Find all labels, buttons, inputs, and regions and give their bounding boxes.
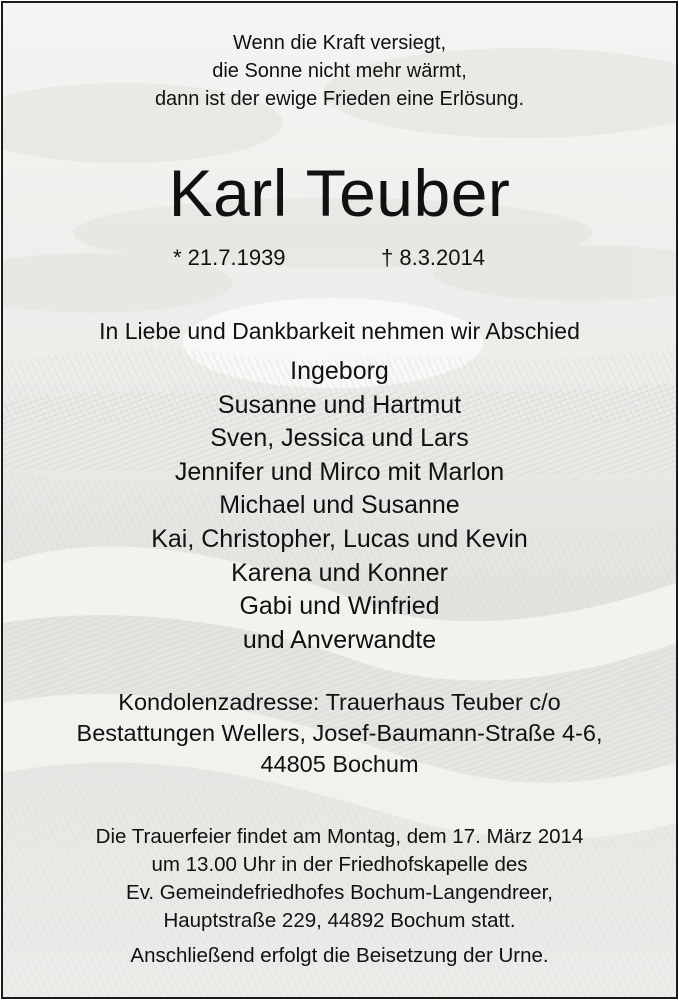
verse — [3, 29, 676, 113]
address-line: Kondolenzadresse: Trauerhaus Teuber c/o — [118, 689, 561, 715]
deceased-name: Karl Teuber — [168, 156, 511, 230]
condolence-address — [3, 687, 676, 780]
verse-line: dann ist der ewige Frieden eine Erlösung. — [154, 88, 525, 110]
mourner-entry: Kai, Christopher, Lucas und Kevin — [151, 524, 528, 553]
verse-line: Wenn die Kraft versiegt, — [232, 32, 447, 54]
mourner-entry: Gabi und Winfried — [239, 592, 440, 621]
mourner-entry: und Anverwandte — [242, 625, 437, 654]
mourner-entry: Susanne und Hartmut — [217, 390, 462, 419]
mourner-entry: Karena und Konner — [231, 558, 448, 587]
farewell-intro: In Liebe und Dankbarkeit nehmen wir Abschied — [99, 318, 580, 344]
mourners-list — [3, 355, 676, 657]
service-line: um 13.00 Uhr in der Friedhofskapelle des — [151, 853, 528, 876]
service-line: Die Trauerfeier findet am Montag, dem 17. März 2014 — [95, 825, 584, 848]
service-line: Hauptstraße 229, 44892 Bochum statt. — [163, 909, 516, 932]
mourner-entry: Ingeborg — [290, 357, 389, 385]
obituary-card — [1, 1, 678, 999]
service-line: Ev. Gemeindefriedhofes Bochum-Langendreer, — [126, 881, 553, 904]
funeral-service-info — [3, 823, 676, 935]
mourner-entry: Michael und Susanne — [219, 491, 460, 520]
death-date: † 8.3.2014 — [381, 245, 485, 270]
burial-note: Anschließend erfolgt die Beisetzung der Urne. — [130, 944, 549, 967]
mourner-entry: Jennifer und Mirco mit Marlon — [174, 457, 505, 486]
address-line: 44805 Bochum — [260, 751, 419, 777]
address-line: Bestattungen Wellers, Josef-Baumann-Straße 4-6, — [76, 720, 603, 746]
verse-line: die Sonne nicht mehr wärmt, — [212, 60, 467, 82]
birth-date: * 21.7.1939 — [173, 245, 286, 270]
mourner-entry: Sven, Jessica und Lars — [210, 424, 469, 453]
